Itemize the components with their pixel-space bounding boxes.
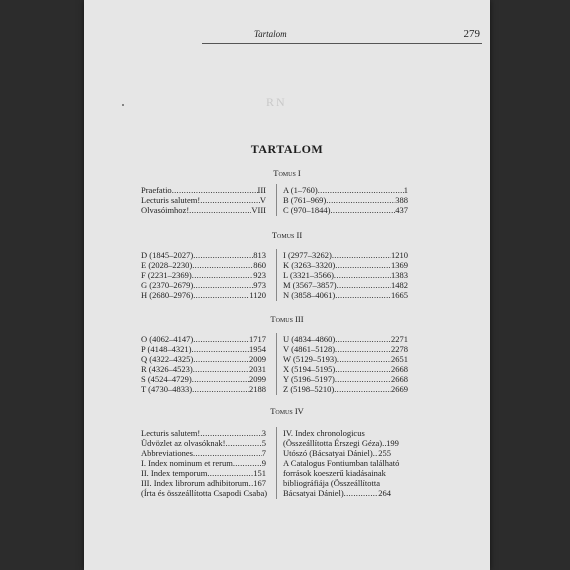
tomus-3-right-column (283, 334, 408, 394)
column-divider (276, 427, 277, 499)
tomus-2-left-column (141, 250, 266, 300)
tomus-3-left-column (141, 334, 266, 394)
toc-entry: O (4062–4147) ..... 1717 (141, 334, 266, 344)
section-heading-tomus-1: Tomus I (273, 168, 301, 178)
toc-entry: Üdvözlet az olvasóknak! ..... 5 (141, 438, 266, 448)
toc-entry: V (4861–5128) ..... 2278 (283, 344, 408, 354)
toc-entry: Y (5196–5197) ..... 2668 (283, 374, 408, 384)
section-heading-tomus-4: Tomus IV (270, 406, 304, 416)
toc-entry: S (4524–4729) ..... 2099 (141, 374, 266, 384)
toc-entry: G (2370–2679) ..... 973 (141, 280, 266, 290)
toc-entry: P (4148–4321) ..... 1954 (141, 344, 266, 354)
toc-entry: M (3567–3857) ..... 1482 (283, 280, 408, 290)
toc-entry: N (3858–4061) ..... 1665 (283, 290, 408, 300)
book-page (84, 0, 490, 570)
toc-entry: III. Index librorum adhibitorum ..... 167 (141, 478, 266, 488)
toc-entry: Bácsatyai Dániel) ..... 264 (283, 488, 391, 498)
running-title: Tartalom (254, 29, 287, 39)
toc-entry: (Összeállította Érszegi Géza) ..... 199 (283, 438, 391, 448)
toc-entry-heading: IV. Index chronologicus (283, 428, 365, 438)
column-divider (276, 184, 277, 216)
toc-entry: R (4326–4523) ..... 2031 (141, 364, 266, 374)
toc-entry: H (2680–2976) ..... 1120 (141, 290, 266, 300)
toc-entry: C (970–1844) ..... 437 (283, 205, 408, 215)
section-heading-tomus-3: Tomus III (270, 314, 304, 324)
toc-entry: Lecturis salutem! ..... 3 (141, 428, 266, 438)
toc-entry: II. Index temporum ..... 151 (141, 468, 266, 478)
toc-entry: A (1–760) ..... 1 (283, 185, 408, 195)
section-heading-tomus-2: Tomus II (271, 230, 303, 240)
toc-entry-heading: források koeszerű kiadásainak (283, 468, 386, 478)
toc-entry: W (5129–5193) ..... 2651 (283, 354, 408, 364)
toc-entry: F (2231–2369) ..... 923 (141, 270, 266, 280)
tomus-1-left-column (141, 185, 266, 215)
toc-entry: K (3263–3320) ..... 1369 (283, 260, 408, 270)
speck (122, 104, 124, 106)
column-divider (276, 249, 277, 301)
tomus-2-right-column (283, 250, 408, 300)
toc-entry: Utószó (Bácsatyai Dániel) ..... 255 (283, 448, 391, 458)
tomus-4-left-column (141, 428, 266, 498)
header-rule (202, 43, 482, 44)
toc-entry: D (1845–2027) ..... 813 (141, 250, 266, 260)
toc-entry: Olvasóimhoz! ..... VIII (141, 205, 266, 215)
toc-entry: Q (4322–4325) ..... 2009 (141, 354, 266, 364)
toc-entry-note: (Írta és összeállította Csapodi Csaba) (141, 488, 268, 498)
tomus-4-right-column (283, 428, 400, 498)
toc-entry: Praefatio ..... III (141, 185, 266, 195)
toc-entry: Z (5198–5210) ..... 2669 (283, 384, 408, 394)
toc-entry: B (761–969) ..... 388 (283, 195, 408, 205)
toc-entry: L (3321–3566) ..... 1383 (283, 270, 408, 280)
toc-entry: U (4834–4860) ..... 2271 (283, 334, 408, 344)
toc-entry-heading: bibliográfiája (Összeállította (283, 478, 381, 488)
show-through-mark: RN (266, 95, 287, 109)
toc-entry: Lecturis salutem! ..... V (141, 195, 266, 205)
toc-entry-heading: A Catalogus Fontiumban található (283, 458, 400, 468)
tomus-1-right-column (283, 185, 408, 215)
toc-entry: I. Index nominum et rerum ..... 9 (141, 458, 266, 468)
toc-entry: Abbreviationes ..... 7 (141, 448, 266, 458)
page-number: 279 (463, 28, 480, 40)
toc-entry: I (2977–3262) ..... 1210 (283, 250, 408, 260)
toc-entry: X (5194–5195) ..... 2668 (283, 364, 408, 374)
toc-entry: T (4730–4833) ..... 2188 (141, 384, 266, 394)
column-divider (276, 333, 277, 395)
toc-title: TARTALOM (250, 142, 324, 156)
toc-entry: E (2028–2230) ..... 860 (141, 260, 266, 270)
